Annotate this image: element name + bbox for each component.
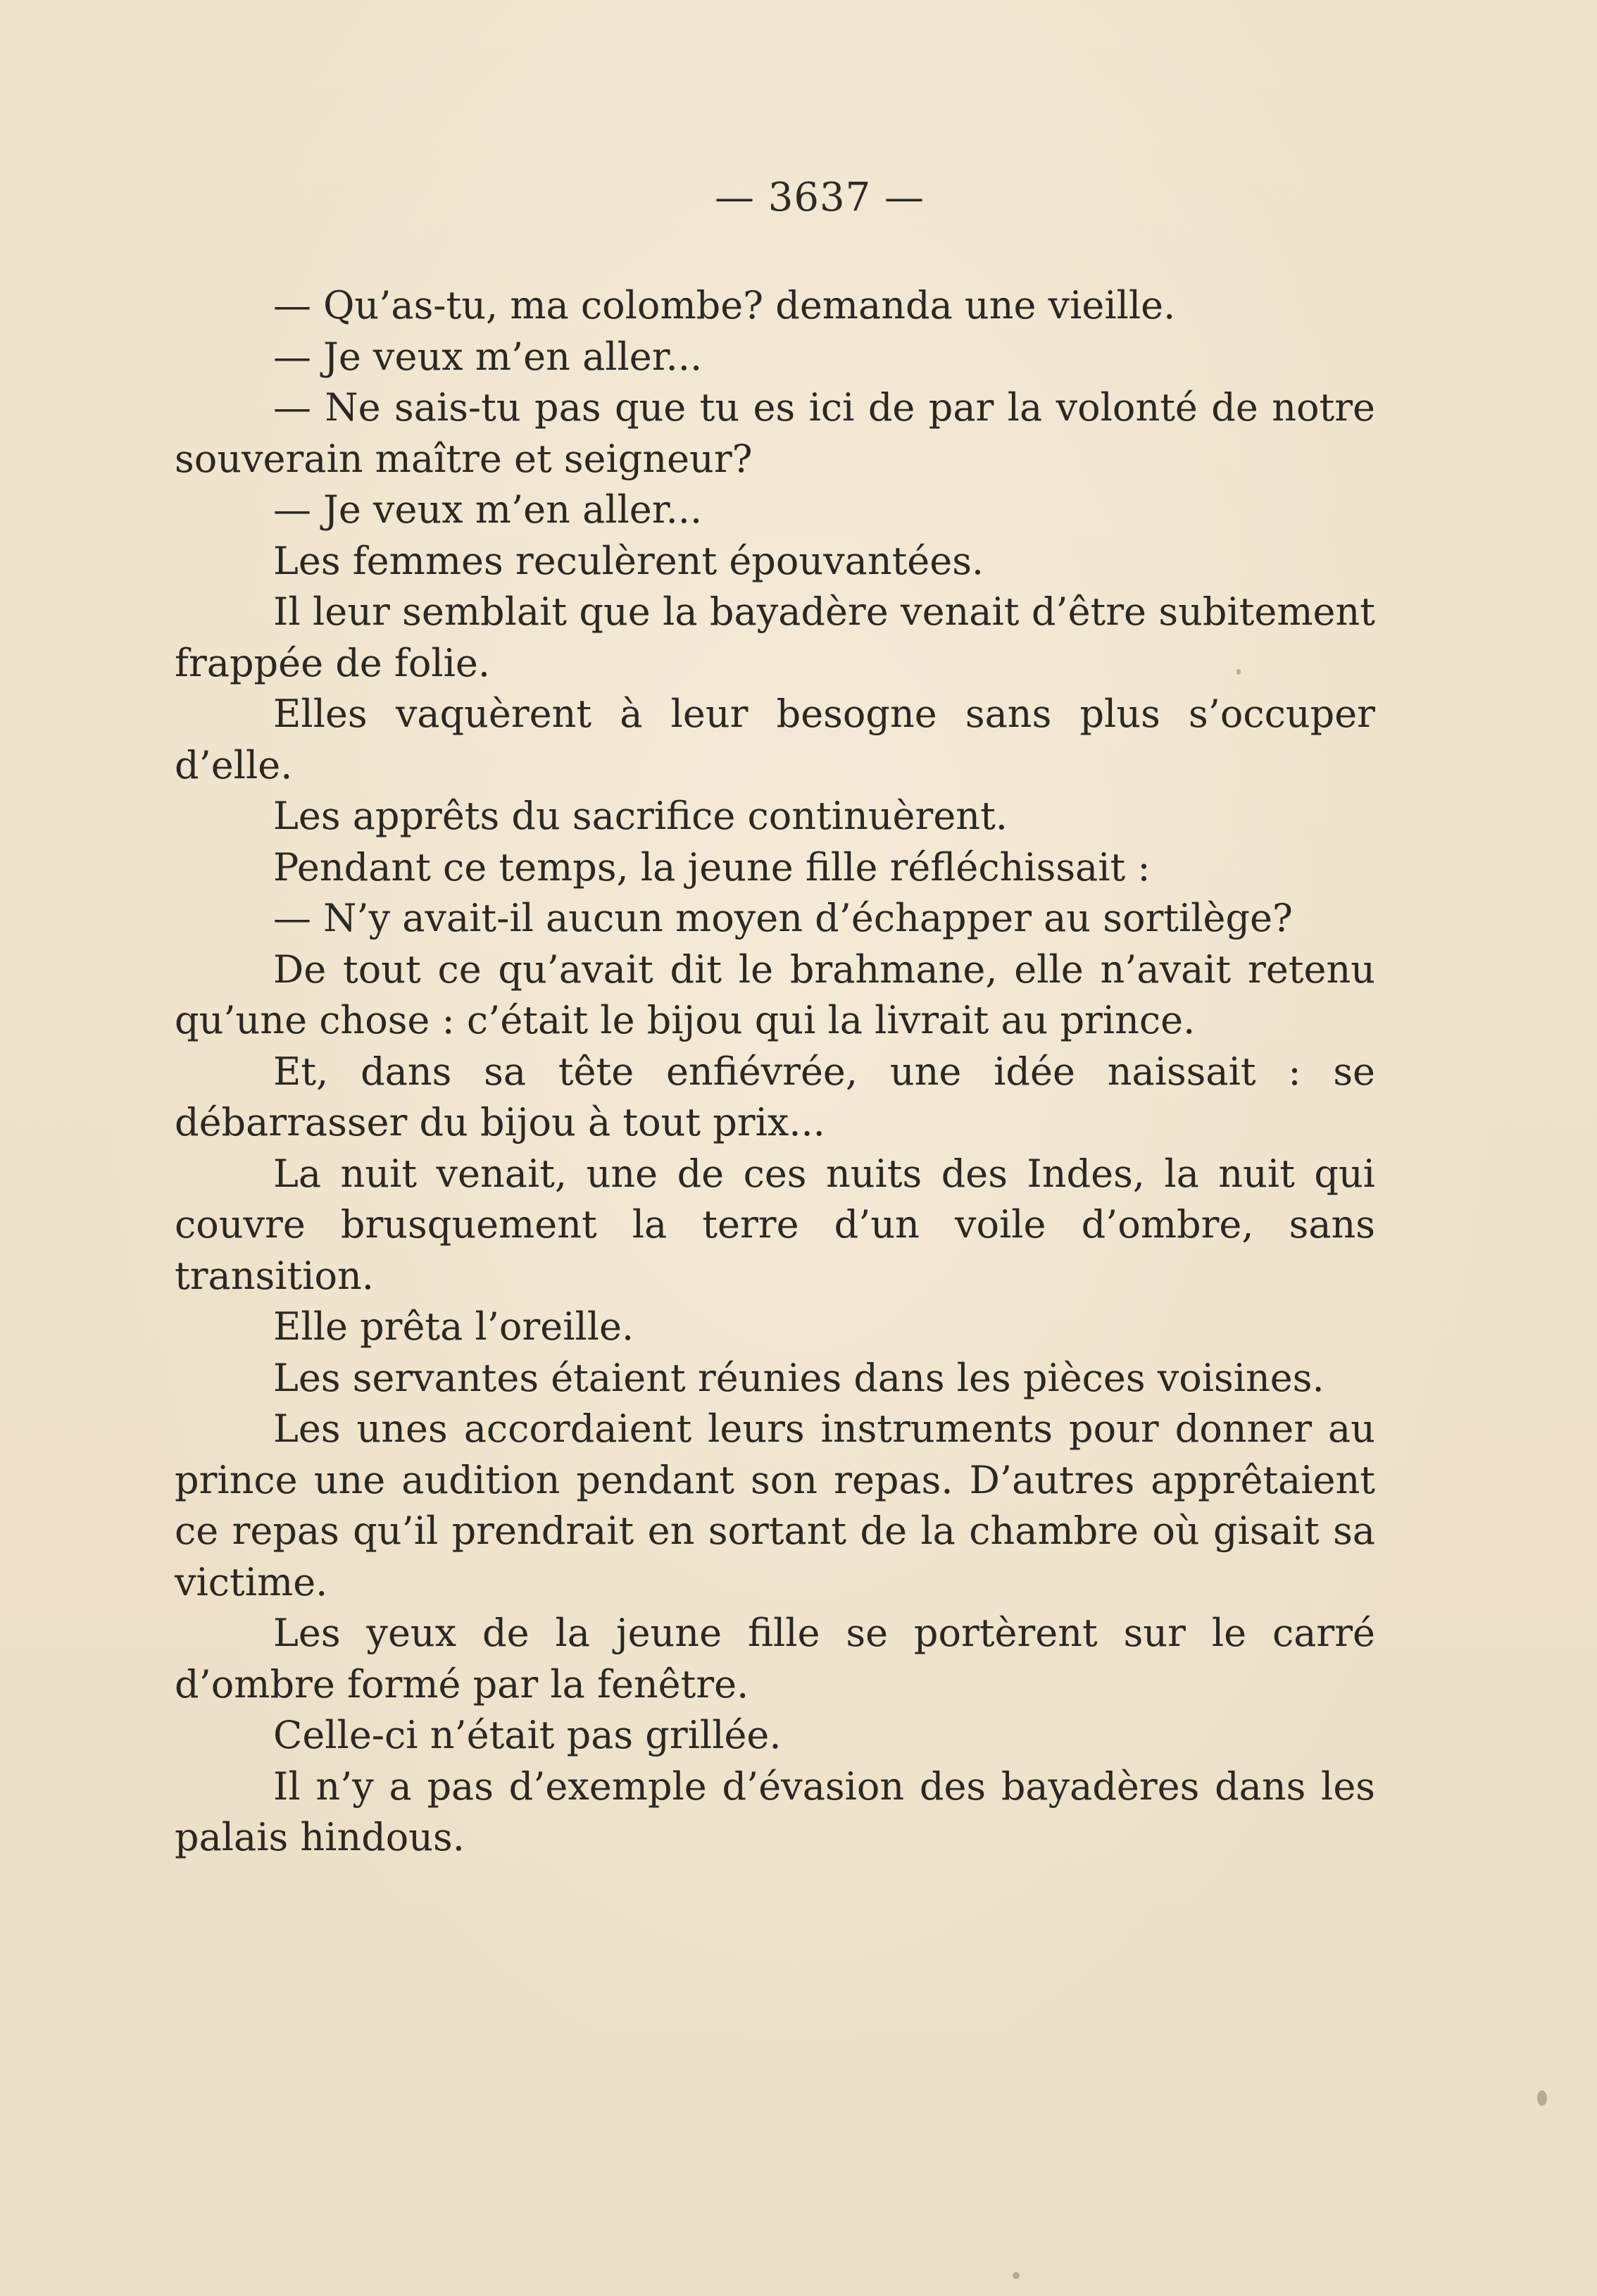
paragraph: — N’y avait-il aucun moyen d’échapper au sortilège?: [273, 896, 1293, 940]
paragraph: Pendant ce temps, la jeune fille réfléchissait :: [273, 844, 1151, 890]
paragraph: Elles vaquèrent à leur besogne sans plus s’occuper d’elle.: [175, 692, 1375, 787]
paragraph: — Je veux m’en aller...: [273, 334, 703, 379]
paragraph: Il n’y a pas d’exemple d’évasion des bayadères dans les palais hindous.: [175, 1764, 1375, 1859]
paper-speck: [1013, 2272, 1020, 2279]
paragraph: Les servantes étaient réunies dans les pièces voisines.: [273, 1355, 1324, 1400]
paragraph: Les apprêts du sacrifice continuèrent.: [273, 794, 1008, 838]
paper-speck: [1236, 669, 1241, 675]
paragraph: Et, dans sa tête enfiévrée, une idée naissait : se débarrasser du bijou à tout prix...: [175, 1049, 1375, 1144]
paragraph: — Ne sais-tu pas que tu es ici de par la volonté de notre souverain maître et seigneur?: [175, 385, 1375, 481]
page-number: — 3637 —: [714, 175, 925, 220]
paragraph: — Qu’as-tu, ma colombe? demanda une vieille.: [273, 283, 1176, 327]
body-text: [175, 280, 1375, 1864]
paragraph: Les yeux de la jeune fille se portèrent sur le carré d’ombre formé par la fenêtre.: [175, 1611, 1375, 1707]
paragraph: La nuit venait, une de ces nuits des Indes, la nuit qui couvre brusquement la terre d’un voile d’ombre, sans transition.: [175, 1151, 1375, 1298]
paragraph: Celle-ci n’était pas grillée.: [273, 1713, 782, 1757]
paragraph: Les femmes reculèrent épouvantées.: [273, 538, 984, 583]
paragraph: De tout ce qu’avait dit le brahmane, elle n’avait retenu qu’une chose : c’était le bijou qui la livrait au prince.: [175, 947, 1375, 1042]
paragraph: — Je veux m’en aller...: [273, 487, 703, 532]
paragraph: Elle prêta l’oreille.: [273, 1304, 634, 1349]
paragraph: Les unes accordaient leurs instruments pour donner au prince une audition pendant son repas. D’autres apprêtaient ce repas qu’il prendrait en sortant de la chambre où gisait sa victime.: [175, 1406, 1375, 1604]
paragraph: Il leur semblait que la bayadère venait d’être subitement frappée de folie.: [175, 589, 1375, 685]
paper-speck: [1537, 2090, 1547, 2106]
